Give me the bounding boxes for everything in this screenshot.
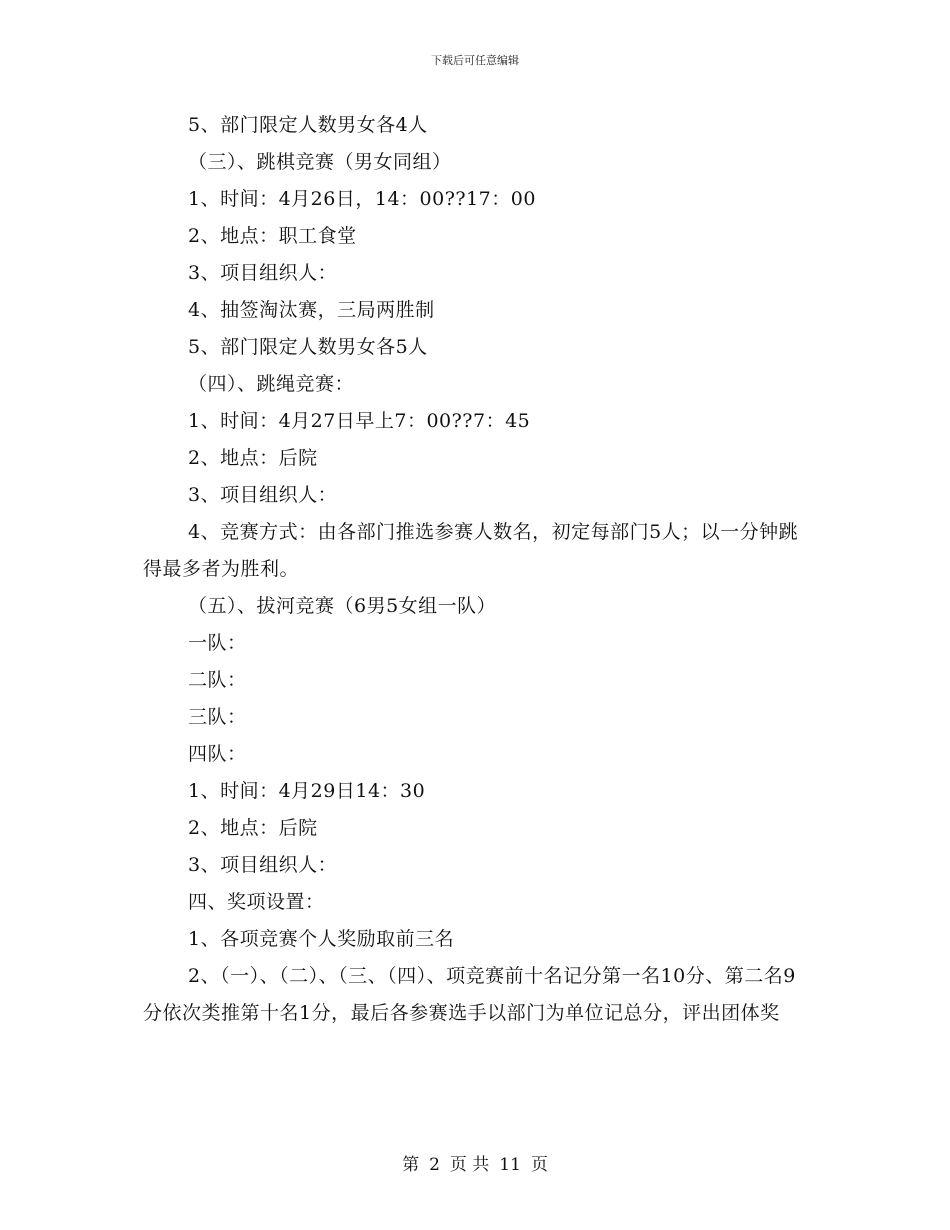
paragraph: 二队： [188,669,247,691]
page-footer [0,1153,950,1177]
footer-prefix: 第 [402,1155,420,1175]
footer-suffix: 页 [530,1155,548,1175]
footer-mid: 页 共 [449,1155,490,1175]
page-number: 2 [429,1155,440,1175]
paragraph: 3、项目组织人： [188,854,338,876]
paragraph: 1、时间：4月29日14：30 [188,780,426,802]
paragraph: 2、（一）、（二）、（三、（四）、项竞赛前十名记分第一名10分、第二名9分依次类推第十名1分，最后各参赛选手以部门为单位记总分，评出团体奖 [143,965,796,1024]
paragraph: 1、时间：4月27日早上7：00??7：45 [188,410,531,432]
page-total: 11 [499,1155,521,1175]
section-heading: （五）、拔河竞赛（6男5女组一队） [188,595,497,617]
paragraph: 4、抽签淘汰赛，三局两胜制 [188,299,435,321]
paragraph: 四队： [188,743,247,765]
paragraph: 3、项目组织人： [188,484,338,506]
section-heading: （三）、跳棋竞赛（男女同组） [188,151,452,173]
paragraph: 2、地点：后院 [188,817,318,839]
paragraph: 5、部门限定人数男女各4人 [188,114,428,136]
paragraph: 4、竞赛方式：由各部门推选参赛人数名，初定每部门5人；以一分钟跳得最多者为胜利。 [143,521,799,580]
paragraph: 5、部门限定人数男女各5人 [188,336,428,358]
paragraph: 一队： [188,632,247,654]
section-heading: （四）、跳绳竞赛： [188,373,355,395]
document-body [143,107,813,1032]
paragraph: 1、各项竞赛个人奖励取前三名 [188,928,455,950]
page-header: 下载后可任意编辑 [431,54,519,67]
paragraph: 三队： [188,706,247,728]
paragraph: 2、地点：职工食堂 [188,225,357,247]
section-heading: 四、奖项设置： [188,891,325,913]
paragraph: 2、地点：后院 [188,447,318,469]
paragraph: 1、时间：4月26日，14：00??17：00 [188,188,536,210]
paragraph: 3、项目组织人： [188,262,338,284]
